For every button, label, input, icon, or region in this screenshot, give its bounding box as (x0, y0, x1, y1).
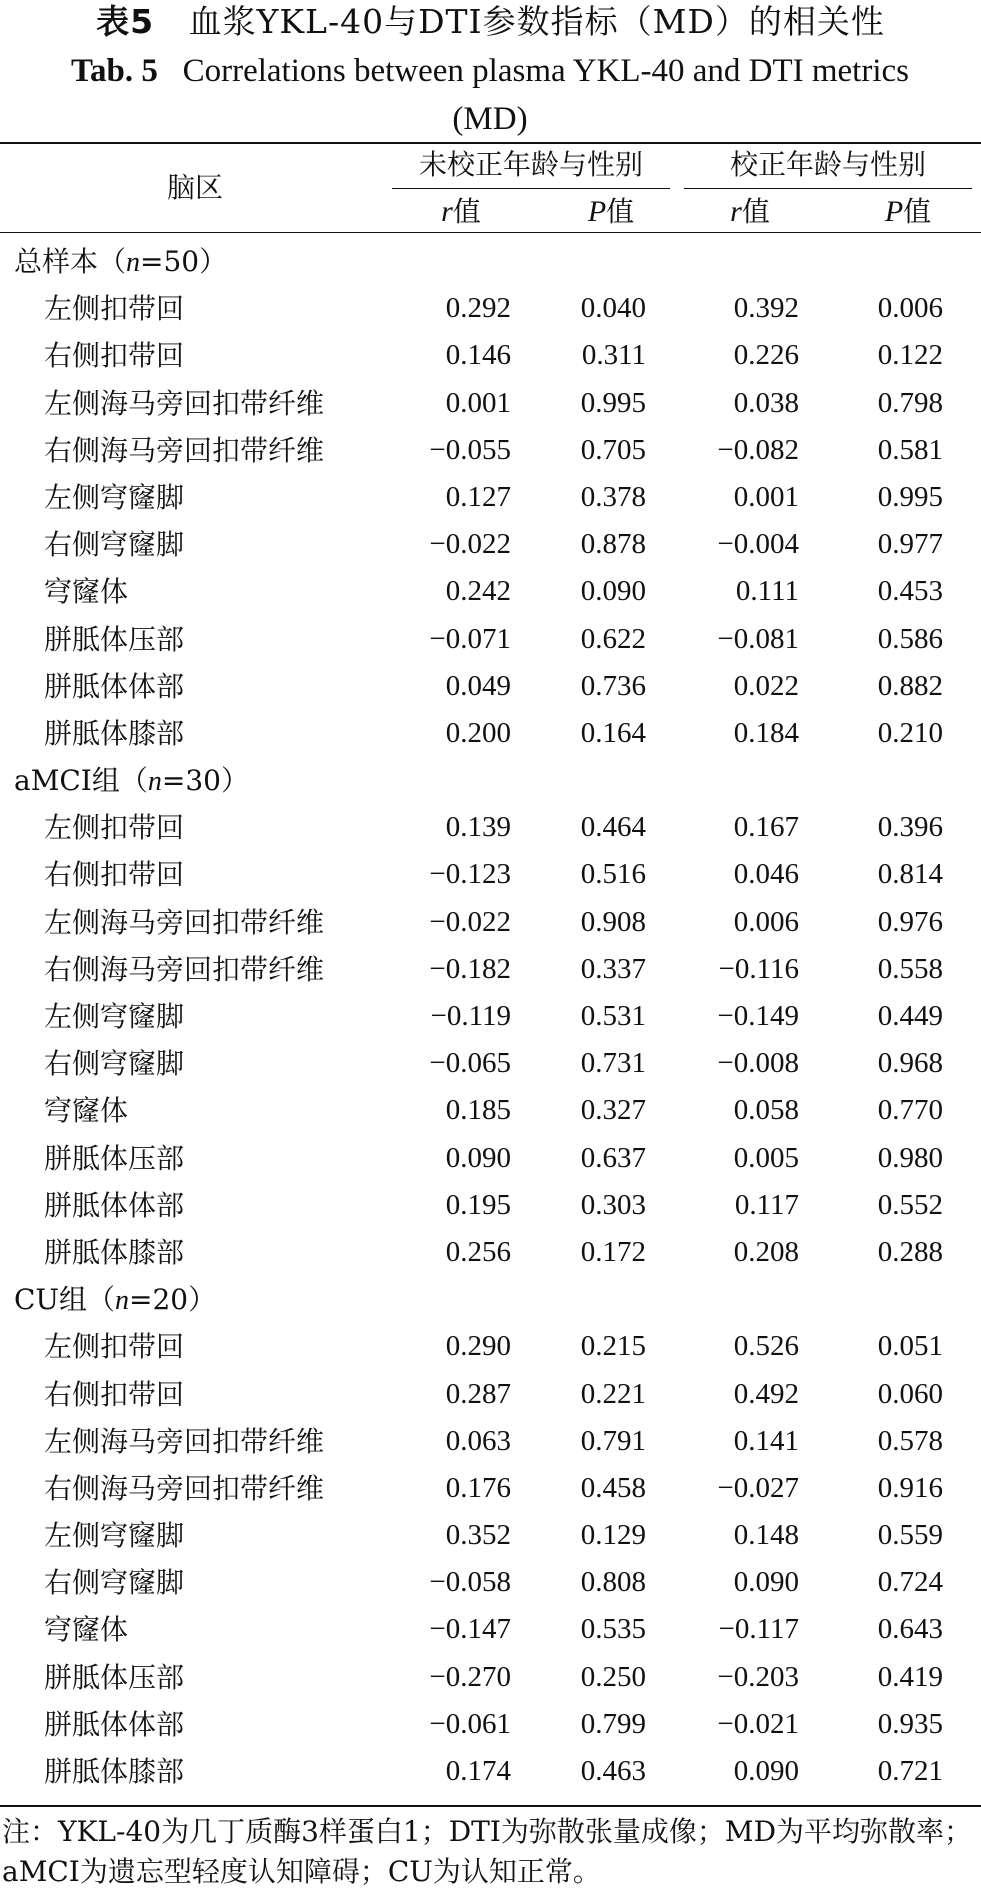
table-row (0, 663, 981, 710)
p-unadjusted-cell: 0.337 (580, 952, 646, 985)
p-adjusted-cell: 0.814 (877, 858, 943, 891)
r-adjusted-cell: −0.149 (717, 1000, 799, 1032)
p-unadjusted-cell: 0.908 (580, 905, 646, 938)
p-unadjusted-cell: 0.791 (580, 1424, 646, 1457)
r-adjusted-cell: −0.117 (718, 1613, 799, 1646)
p-unadjusted-cell: 0.221 (580, 1377, 646, 1410)
table-row (0, 899, 981, 946)
r-adjusted-cell: 0.046 (733, 858, 799, 891)
r-unadjusted-cell: −0.147 (429, 1613, 511, 1646)
p-unadjusted-cell: 0.799 (580, 1707, 646, 1740)
r-adjusted-cell: 0.090 (733, 1755, 799, 1787)
r-adjusted-cell: 0.184 (733, 716, 799, 749)
table-row (0, 1748, 981, 1795)
r-adjusted-cell: 0.090 (733, 1566, 799, 1599)
r-adjusted-cell: −0.021 (717, 1707, 799, 1740)
p-unadjusted-cell: 0.995 (580, 386, 646, 419)
p-unadjusted-cell: 0.215 (580, 1330, 646, 1363)
r-unadjusted-cell: 0.174 (445, 1755, 511, 1787)
table-row (0, 1087, 981, 1134)
p-adjusted-cell: 0.453 (877, 575, 943, 608)
table-row (0, 1512, 981, 1559)
p-unadjusted-cell: 0.705 (580, 433, 646, 466)
r-unadjusted-cell: 0.290 (445, 1330, 511, 1363)
p-unadjusted-cell: 0.736 (580, 669, 646, 702)
p-adjusted-cell: 0.721 (877, 1755, 943, 1787)
table-row (0, 380, 981, 427)
r-adjusted-cell: 0.058 (733, 1094, 799, 1127)
p-adjusted-cell: 0.995 (877, 480, 943, 513)
p-unadjusted-cell: 0.637 (580, 1141, 646, 1174)
p-unadjusted-cell: 0.303 (580, 1188, 646, 1221)
header-unadjusted: 未校正年龄与性别 (418, 148, 643, 181)
p-adjusted-cell: 0.578 (877, 1424, 943, 1457)
table-title-cn (0, 2, 981, 42)
r-adjusted-cell: −0.203 (717, 1660, 799, 1693)
r-unadjusted-cell: −0.270 (429, 1660, 511, 1693)
r-unadjusted-cell: 0.090 (445, 1141, 511, 1174)
table-row (0, 568, 981, 615)
r-unadjusted-cell: 0.242 (445, 575, 511, 608)
region-cell: 胼胝体体部 (44, 1707, 185, 1741)
table-row (0, 710, 981, 757)
p-unadjusted-cell: 0.327 (580, 1094, 646, 1127)
region-cell: 胼胝体压部 (44, 622, 185, 656)
table-title-en (40, 47, 940, 143)
table-row (0, 804, 981, 851)
region-cell: 左侧海马旁回扣带纤维 (44, 386, 325, 420)
table-row (0, 1559, 981, 1606)
r-unadjusted-cell: 0.001 (445, 386, 511, 419)
region-cell: 左侧穹窿脚 (44, 480, 185, 514)
region-cell: 胼胝体体部 (44, 1188, 185, 1222)
p-adjusted-cell: 0.559 (877, 1519, 943, 1552)
table-row (0, 427, 981, 474)
r-unadjusted-cell: 0.195 (445, 1188, 511, 1221)
r-unadjusted-cell: −0.058 (429, 1566, 511, 1599)
table-row (0, 616, 981, 663)
p-unadjusted-cell: 0.464 (580, 811, 646, 844)
region-cell: 右侧穹窿脚 (44, 1566, 185, 1600)
r-adjusted-cell: −0.116 (718, 952, 799, 985)
region-cell: 右侧扣带回 (44, 1377, 185, 1411)
region-cell: 右侧扣带回 (44, 339, 185, 373)
header-adjusted: 校正年龄与性别 (729, 148, 926, 181)
table-row (0, 1371, 981, 1418)
r-unadjusted-cell: 0.287 (445, 1377, 511, 1410)
p-adjusted-cell: 0.882 (877, 669, 943, 702)
r-unadjusted-cell: 0.352 (445, 1519, 511, 1552)
r-adjusted-cell: 0.526 (733, 1330, 799, 1363)
region-cell: 穹窿体 (44, 1613, 129, 1647)
p-adjusted-cell: 0.770 (877, 1094, 943, 1127)
p-unadjusted-cell: 0.531 (580, 1000, 646, 1032)
header-p-unadjusted: P值 (587, 195, 635, 228)
region-cell: 左侧海马旁回扣带纤维 (44, 1424, 325, 1458)
p-unadjusted-cell: 0.458 (580, 1471, 646, 1504)
table-row (0, 993, 981, 1040)
r-adjusted-cell: 0.022 (733, 669, 799, 702)
r-unadjusted-cell: 0.292 (445, 292, 511, 325)
group-label: aMCI组（n=30） (14, 764, 249, 798)
p-adjusted-cell: 0.980 (877, 1141, 943, 1174)
header-region: 脑区 (166, 171, 223, 204)
r-adjusted-cell: 0.117 (734, 1188, 799, 1221)
table-body (0, 238, 981, 1795)
region-cell: 左侧穹窿脚 (44, 1519, 185, 1553)
p-unadjusted-cell: 0.129 (580, 1519, 646, 1552)
p-adjusted-cell: 0.976 (877, 905, 943, 938)
region-cell: 胼胝体膝部 (44, 1235, 185, 1269)
region-cell: 胼胝体压部 (44, 1660, 185, 1694)
r-unadjusted-cell: 0.139 (445, 811, 511, 844)
table-row (0, 521, 981, 568)
table-row (0, 332, 981, 379)
table-top-rule (0, 142, 981, 144)
p-adjusted-cell: 0.581 (877, 433, 943, 466)
p-adjusted-cell: 0.396 (877, 811, 943, 844)
r-adjusted-cell: 0.148 (733, 1519, 799, 1552)
r-unadjusted-cell: 0.256 (445, 1235, 511, 1268)
r-unadjusted-cell: 0.127 (445, 480, 511, 513)
p-adjusted-cell: 0.724 (877, 1566, 943, 1599)
p-unadjusted-cell: 0.090 (580, 575, 646, 608)
r-adjusted-cell: −0.027 (717, 1471, 799, 1504)
group-row (0, 1276, 981, 1323)
r-unadjusted-cell: −0.182 (429, 952, 511, 985)
r-unadjusted-cell: 0.063 (445, 1424, 511, 1457)
r-unadjusted-cell: −0.119 (430, 1000, 511, 1032)
p-adjusted-cell: 0.122 (877, 339, 943, 372)
region-cell: 右侧扣带回 (44, 858, 185, 892)
p-adjusted-cell: 0.586 (877, 622, 943, 655)
p-unadjusted-cell: 0.250 (580, 1660, 646, 1693)
p-adjusted-cell: 0.916 (877, 1471, 943, 1504)
p-adjusted-cell: 0.060 (877, 1377, 943, 1410)
region-cell: 胼胝体体部 (44, 669, 185, 703)
header-r-unadjusted: r值 (441, 195, 481, 228)
p-unadjusted-cell: 0.172 (580, 1235, 646, 1268)
region-cell: 左侧穹窿脚 (44, 1000, 185, 1033)
r-unadjusted-cell: −0.071 (429, 622, 511, 655)
r-adjusted-cell: 0.492 (733, 1377, 799, 1410)
p-adjusted-cell: 0.006 (877, 292, 943, 325)
p-adjusted-cell: 0.643 (877, 1613, 943, 1646)
r-adjusted-cell: 0.226 (733, 339, 799, 372)
region-cell: 左侧扣带回 (44, 292, 185, 326)
p-unadjusted-cell: 0.516 (580, 858, 646, 891)
header-unadjusted-rule (392, 188, 670, 189)
table-row (0, 1323, 981, 1370)
p-adjusted-cell: 0.449 (877, 1000, 943, 1032)
region-cell: 穹窿体 (44, 575, 129, 609)
table-number-en: Tab. 5 (71, 53, 158, 89)
region-cell: 胼胝体膝部 (44, 1755, 185, 1788)
p-adjusted-cell: 0.051 (877, 1330, 943, 1363)
r-adjusted-cell: 0.167 (733, 811, 799, 844)
table-row (0, 1606, 981, 1653)
table-row (0, 1135, 981, 1182)
r-adjusted-cell: 0.111 (735, 575, 799, 608)
region-cell: 穹窿体 (44, 1094, 129, 1128)
p-adjusted-cell: 0.558 (877, 952, 943, 985)
p-unadjusted-cell: 0.808 (580, 1566, 646, 1599)
r-adjusted-cell: 0.001 (733, 480, 799, 513)
table-row (0, 1418, 981, 1465)
r-unadjusted-cell: 0.176 (445, 1471, 511, 1504)
region-cell: 右侧穹窿脚 (44, 528, 185, 562)
p-unadjusted-cell: 0.164 (580, 716, 646, 749)
r-unadjusted-cell: −0.123 (429, 858, 511, 891)
p-adjusted-cell: 0.210 (877, 716, 943, 749)
r-adjusted-cell: 0.392 (733, 292, 799, 325)
table-row (0, 1182, 981, 1229)
r-adjusted-cell: −0.081 (717, 622, 799, 655)
r-unadjusted-cell: −0.022 (429, 528, 511, 561)
r-unadjusted-cell: −0.061 (429, 1707, 511, 1740)
p-adjusted-cell: 0.552 (877, 1188, 943, 1221)
region-cell: 左侧扣带回 (44, 1330, 185, 1364)
table-row (0, 1701, 981, 1748)
p-unadjusted-cell: 0.535 (580, 1613, 646, 1646)
table-header-rule (0, 232, 981, 233)
table-note: 注：YKL-40为几丁质酶3样蛋白1；DTI为弥散张量成像；MD为平均弥散率；aMCI为遗忘型轻度认知障碍；CU为认知正常。 (2, 1815, 973, 1888)
header-p-adjusted: P值 (884, 195, 932, 228)
p-adjusted-cell: 0.968 (877, 1047, 943, 1080)
p-unadjusted-cell: 0.731 (580, 1047, 646, 1080)
p-unadjusted-cell: 0.878 (580, 528, 646, 561)
r-unadjusted-cell: 0.146 (445, 339, 511, 372)
table-title-cn-text: 血浆YKL-40与DTI参数指标（MD）的相关性 (188, 2, 885, 41)
group-row (0, 238, 981, 285)
group-label: 总样本（n=50） (14, 245, 228, 278)
r-unadjusted-cell: 0.185 (445, 1094, 511, 1127)
group-row (0, 757, 981, 804)
p-unadjusted-cell: 0.622 (580, 622, 646, 655)
r-unadjusted-cell: −0.055 (429, 433, 511, 466)
region-cell: 左侧扣带回 (44, 811, 185, 845)
table-row (0, 1040, 981, 1087)
p-adjusted-cell: 0.935 (877, 1707, 943, 1740)
r-unadjusted-cell: 0.049 (445, 669, 511, 702)
r-adjusted-cell: 0.038 (733, 386, 799, 419)
header-adjusted-rule (684, 188, 972, 189)
p-adjusted-cell: 0.798 (877, 386, 943, 419)
region-cell: 胼胝体膝部 (44, 716, 185, 750)
region-cell: 右侧穹窿脚 (44, 1047, 185, 1081)
region-cell: 左侧海马旁回扣带纤维 (44, 905, 325, 939)
region-cell: 右侧海马旁回扣带纤维 (44, 1471, 325, 1505)
r-adjusted-cell: 0.141 (733, 1424, 799, 1457)
region-cell: 右侧海马旁回扣带纤维 (44, 952, 325, 986)
p-adjusted-cell: 0.419 (877, 1660, 943, 1693)
table-number-cn: 表5 (96, 2, 155, 41)
table-row (0, 946, 981, 993)
r-unadjusted-cell: 0.200 (445, 716, 511, 749)
r-adjusted-cell: −0.004 (717, 528, 799, 561)
p-unadjusted-cell: 0.378 (580, 480, 646, 513)
p-adjusted-cell: 0.977 (877, 528, 943, 561)
region-cell: 右侧海马旁回扣带纤维 (44, 433, 325, 467)
r-adjusted-cell: 0.006 (733, 905, 799, 938)
r-adjusted-cell: −0.008 (717, 1047, 799, 1080)
r-unadjusted-cell: −0.065 (429, 1047, 511, 1080)
table-title-en-text: Correlations between plasma YKL-40 and DTI metrics (MD) (182, 53, 909, 137)
table-row (0, 1229, 981, 1276)
r-adjusted-cell: 0.208 (733, 1235, 799, 1268)
group-label: CU组（n=20） (14, 1283, 217, 1317)
p-unadjusted-cell: 0.463 (580, 1755, 646, 1787)
p-unadjusted-cell: 0.311 (581, 339, 646, 372)
table-bottom-rule (0, 1805, 981, 1807)
r-adjusted-cell: −0.082 (717, 433, 799, 466)
table-row (0, 285, 981, 332)
r-unadjusted-cell: −0.022 (429, 905, 511, 938)
p-unadjusted-cell: 0.040 (580, 292, 646, 325)
table-row (0, 474, 981, 521)
table-row (0, 851, 981, 898)
table-row (0, 1654, 981, 1701)
r-adjusted-cell: 0.005 (733, 1141, 799, 1174)
header-r-adjusted: r值 (730, 195, 770, 228)
region-cell: 胼胝体压部 (44, 1141, 185, 1175)
p-adjusted-cell: 0.288 (877, 1235, 943, 1268)
table-row (0, 1465, 981, 1512)
